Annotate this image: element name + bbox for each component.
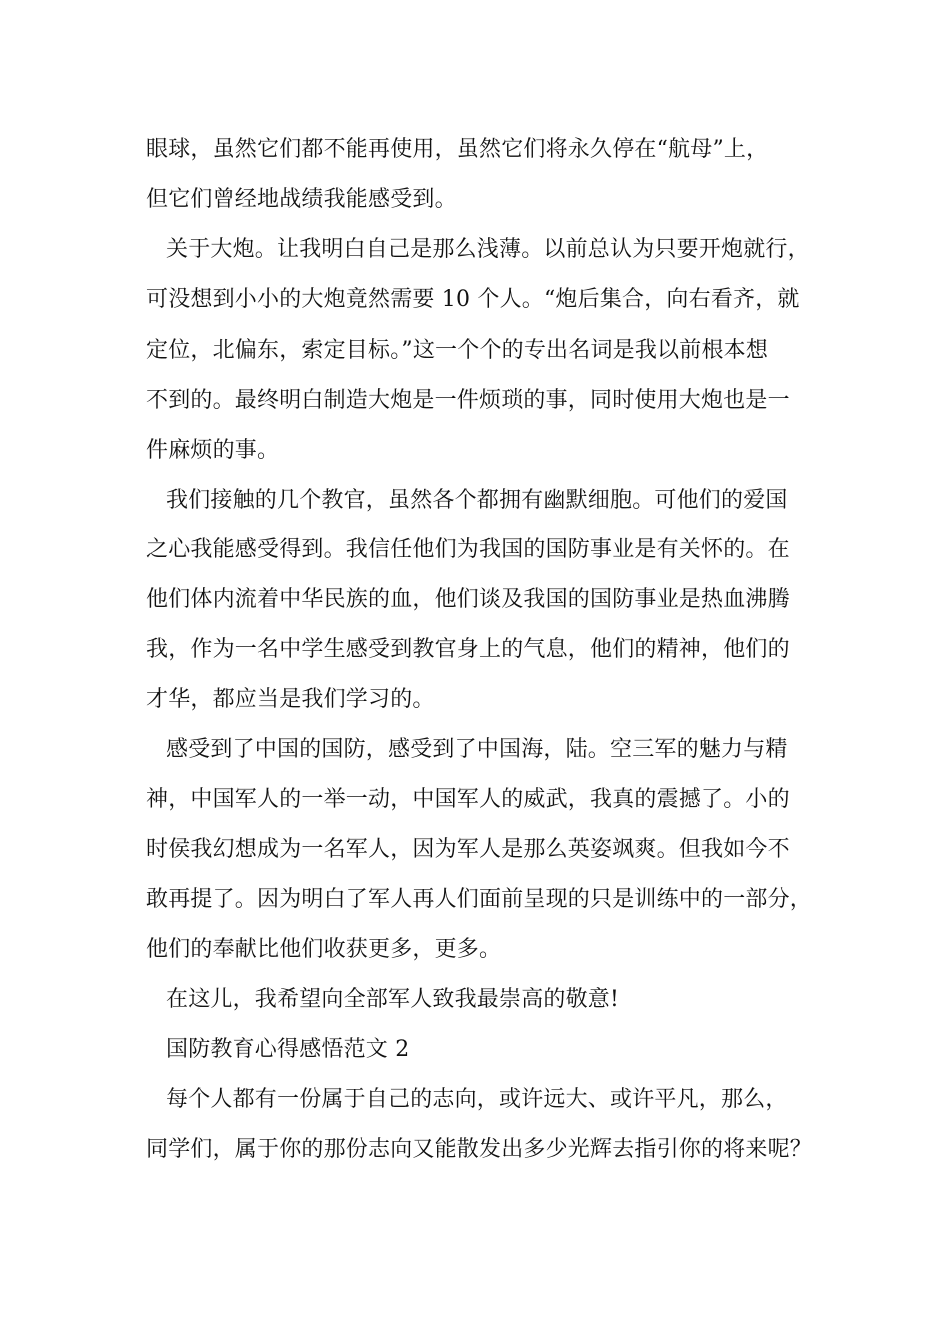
text-line: 定位，北偏东，索定目标。”这一个个的专出名词是我以前根本想	[146, 338, 769, 363]
paragraph-start-line: 我们接触的几个教官，虽然各个都拥有幽默细胞。可他们的爱国	[166, 488, 788, 513]
text-line: 但它们曾经地战绩我能感受到。	[146, 187, 457, 212]
text-line: 可没想到小小的大炮竟然需要 10 个人。“炮后集合，向右看齐，就	[146, 287, 800, 312]
text-line: 敢再提了。因为明白了军人再人们面前呈现的只是训练中的一部分，	[146, 887, 813, 912]
text-line: 同学们，属于你的那份志向又能散发出多少光辉去指引你的将来呢？	[146, 1137, 813, 1162]
text-line: 件麻烦的事。	[146, 438, 280, 463]
text-line: 时侯我幻想成为一名军人，因为军人是那么英姿飒爽。但我如今不	[146, 837, 790, 862]
paragraph-start-line: 在这儿，我希望向全部军人致我最崇高的敬意!	[166, 987, 620, 1012]
text-line: 我，作为一名中学生感受到教官身上的气息，他们的精神，他们的	[146, 637, 790, 662]
text-line: 神，中国军人的一举一动，中国军人的威武，我真的震撼了。小的	[146, 787, 790, 812]
section-heading: 国防教育心得感悟范文 2	[166, 1037, 410, 1062]
paragraph-start-line: 关于大炮。让我明白自己是那么浅薄。以前总认为只要开炮就行，	[166, 237, 810, 262]
text-line: 他们体内流着中华民族的血，他们谈及我国的国防事业是热血沸腾	[146, 587, 790, 612]
text-line: 眼球，虽然它们都不能再使用，虽然它们将永久停在“航母”上，	[146, 137, 769, 162]
text-line: 他们的奉献比他们收获更多，更多。	[146, 937, 502, 962]
text-line: 才华，都应当是我们学习的。	[146, 687, 435, 712]
text-line: 之心我能感受得到。我信任他们为我国的国防事业是有关怀的。在	[146, 537, 790, 562]
text-line: 不到的。最终明白制造大炮是一件烦琐的事，同时使用大炮也是一	[146, 388, 790, 413]
paragraph-start-line: 感受到了中国的国防，感受到了中国海，陆。空三军的魅力与精	[166, 737, 788, 762]
paragraph-start-line: 每个人都有一份属于自己的志向，或许远大、或许平凡，那么，	[166, 1087, 788, 1112]
